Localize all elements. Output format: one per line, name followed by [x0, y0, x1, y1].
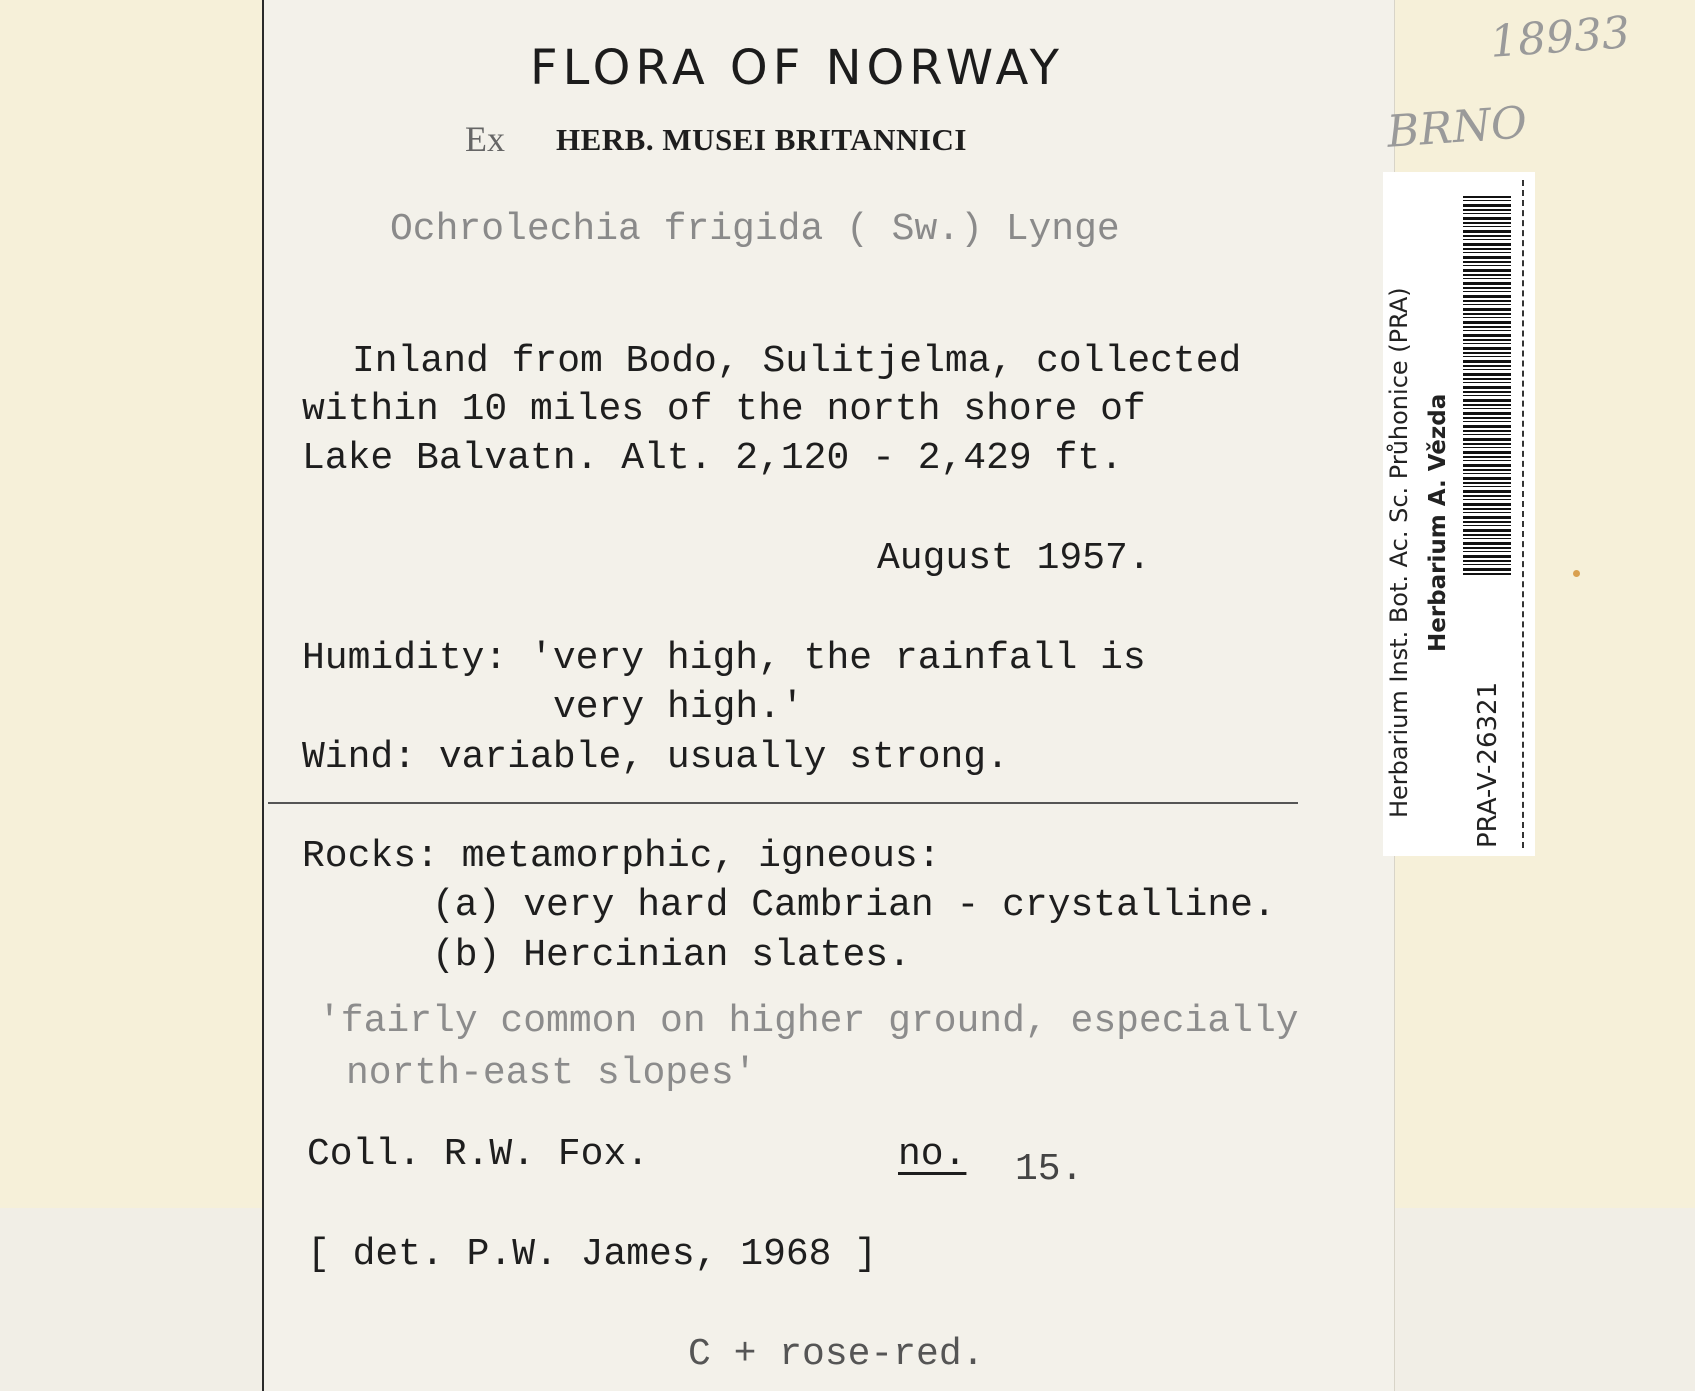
number-label: no.: [898, 1133, 967, 1176]
chemical-reaction: C + rose-red.: [688, 1333, 985, 1376]
locality-line-2: within 10 miles of the north shore of: [302, 388, 1146, 431]
wind-line: Wind: variable, usually strong.: [302, 736, 1009, 779]
ex-prefix: Ex: [465, 119, 505, 159]
taxon-name: Ochrolechia frigida ( Sw.) Lynge: [390, 208, 1120, 251]
strip-cut-line: [1522, 180, 1524, 848]
handwritten-number: 18933: [1488, 7, 1632, 68]
strip-institution: Herbarium Inst. Bot. Ac. Sc. Průhonice (PRA): [1385, 287, 1413, 818]
strip-collection: Herbarium A. Vězda: [1425, 393, 1451, 652]
collector: Coll. R.W. Fox.: [307, 1133, 650, 1176]
humidity-line-1: Humidity: 'very high, the rainfall is: [302, 637, 1146, 680]
stain-spot: [1573, 570, 1580, 577]
strip-specimen-id: PRA-V-26321: [1473, 681, 1503, 848]
rocks-line: Rocks: metamorphic, igneous:: [302, 835, 941, 878]
habitat-note-line-1: 'fairly common on higher ground, especially: [318, 1000, 1299, 1043]
herbarium-source: HERB. MUSEI BRITANNICI: [556, 122, 967, 157]
collection-date: August 1957.: [877, 537, 1151, 580]
locality-line-1: Inland from Bodo, Sulitjelma, collected: [352, 340, 1242, 383]
locality-line-3: Lake Balvatn. Alt. 2,120 - 2,429 ft.: [302, 437, 1123, 480]
label-title: FLORA OF NORWAY: [530, 40, 1064, 96]
determination: [ det. P.W. James, 1968 ]: [307, 1233, 878, 1276]
specimen-barcode: [1463, 196, 1511, 576]
habitat-note-line-2: north-east slopes': [346, 1052, 757, 1095]
rock-b-line: (b) Hercinian slates.: [432, 934, 911, 977]
rock-a-line: (a) very hard Cambrian - crystalline.: [432, 884, 1276, 927]
humidity-line-2: very high.': [553, 686, 804, 729]
divider-line: [268, 802, 1298, 804]
number-value: 15.: [1015, 1148, 1084, 1191]
handwritten-city: BRNO: [1385, 97, 1529, 158]
